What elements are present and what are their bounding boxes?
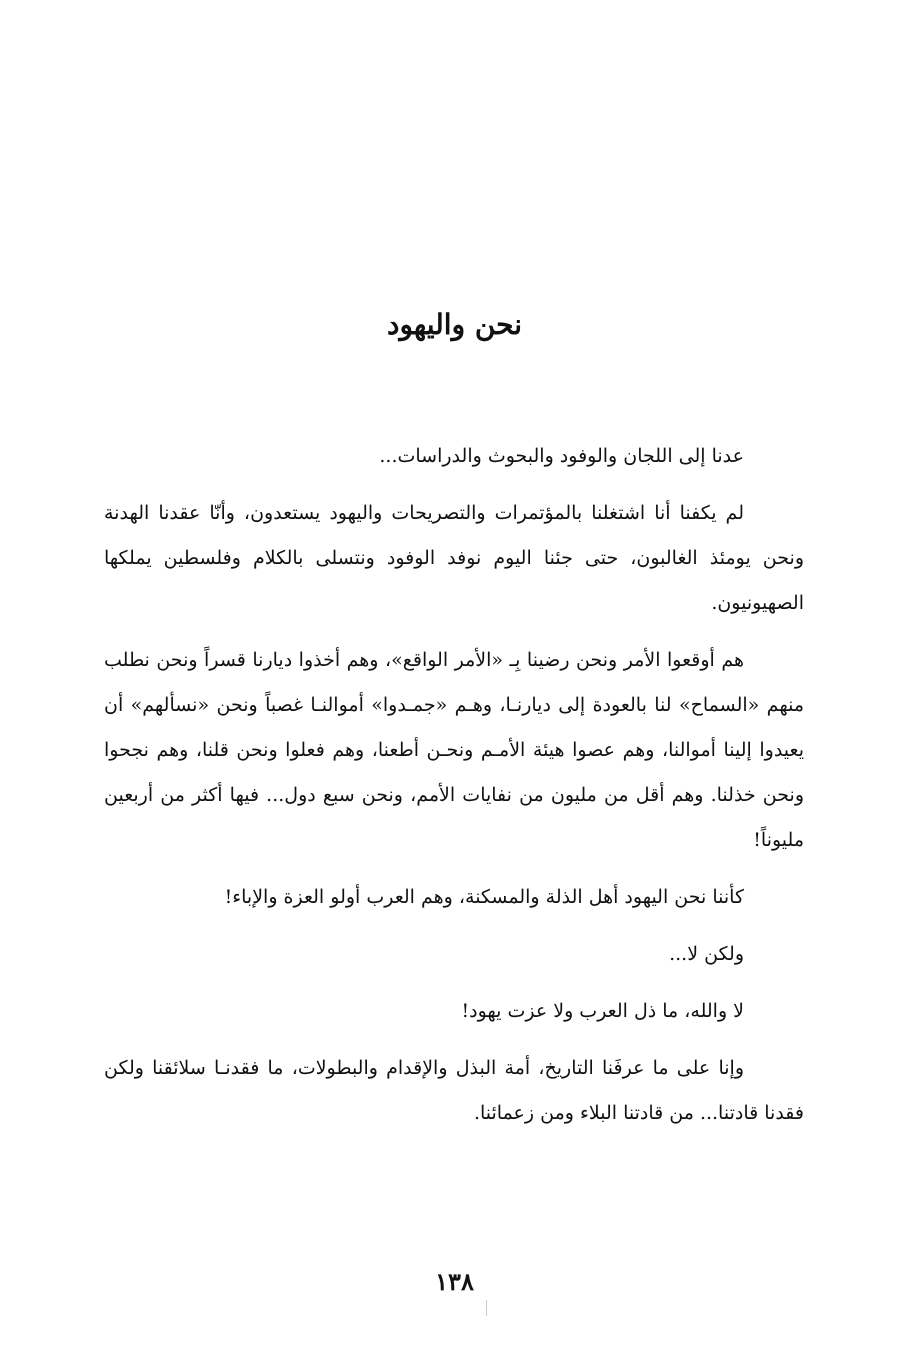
- paragraph: لم يكفنا أنا اشتغلنا بالمؤتمرات والتصريحات واليهود يستعدون، وأنّا عقدنا الهدنة ونحن يومئذ الغالبون، حتى جئنا اليوم نوفد الوفود ونتسلى بالكلام وفلسطين يملكها الصهيونيون.: [104, 502, 804, 614]
- paragraph: وإنا على ما عرفَنا التاريخ، أمة البذل والإقدام والبطولات، ما فقدنـا سلائقنا ولكن فقدنا قادتنا... من قادتنا البلاء ومن زعمائنا.: [104, 1057, 804, 1124]
- page-number: ١٣٨: [435, 1267, 474, 1296]
- paragraph: عدنا إلى اللجان والوفود والبحوث والدراسات...: [379, 445, 744, 467]
- paragraph: ولكن لا...: [669, 943, 744, 965]
- chapter-body: [104, 434, 804, 1148]
- paragraph: كأننا نحن اليهود أهل الذلة والمسكنة، وهم العرب أولو العزة والإباء!: [224, 886, 744, 908]
- paragraph: هم أوقعوا الأمر ونحن رضينا بِـ «الأمر الواقع»، وهم أخذوا ديارنا قسراً ونحن نطلب منهم «السماح» لنا بالعودة إلى ديارنـا، وهـم «جمـدوا» أموالنـا غصباً ونحن «نسألهم» أن يعيدوا إلينا أموالنا، وهم عصوا هيئة الأمـم ونحـن أطعنا، وهم فعلوا ونحن قلنا، وهم نجحوا ونحن خذلنا. وهم أقل من مليون من نفايات الأمم، ونحن سبع دول... فيها أكثر من أربعين مليوناً!: [104, 649, 804, 851]
- chapter-title: نحن واليهود: [386, 308, 523, 341]
- margin-mark: [486, 1300, 487, 1316]
- paragraph: لا والله، ما ذل العرب ولا عزت يهود!: [461, 1000, 744, 1022]
